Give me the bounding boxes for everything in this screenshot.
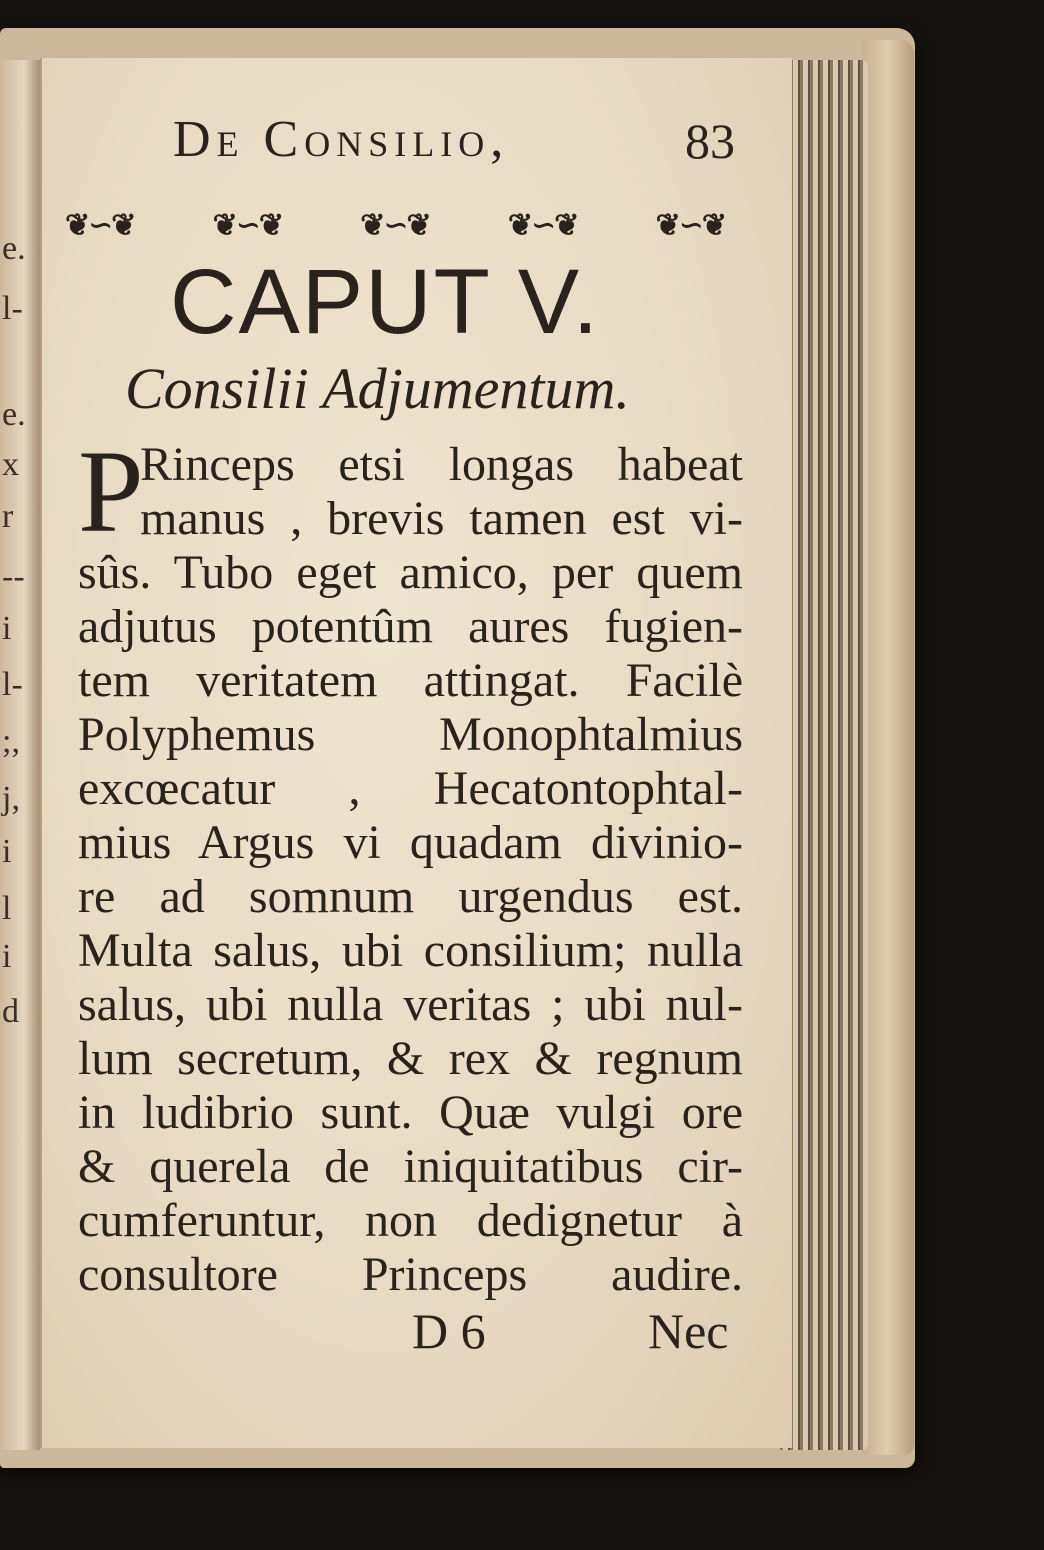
text-line: mius Argus vi quadam divinio- (78, 816, 743, 869)
left-fragment: e. (2, 396, 26, 433)
text-line: cumferuntur, non dedignetur à (78, 1194, 743, 1247)
left-fragment: j, (2, 780, 20, 817)
page-number: 83 (685, 113, 735, 169)
text-line: salus, ubi nulla veritas ; ubi nul- (78, 978, 743, 1031)
left-fragment: l- (2, 666, 23, 703)
left-fragment: l- (2, 290, 23, 327)
text-line: excœcatur , Hecatontophtal- (78, 762, 743, 815)
text-line: sûs. Tubo eget amico, per quem (78, 546, 743, 599)
left-fragment: i (2, 833, 12, 870)
left-fragment: r (2, 498, 14, 535)
left-fragment: -- (2, 558, 25, 595)
ornament: ❦∽❦ (507, 208, 578, 242)
text-line: Polyphemus Monophtalmius (78, 708, 743, 761)
chapter-title: CAPUT V. (170, 251, 601, 353)
left-fragment: ;, (2, 723, 20, 760)
left-fragment: d (2, 993, 19, 1030)
book-cover-edge (862, 40, 914, 1455)
left-page-edge (0, 60, 40, 1450)
ornament: ❦∽❦ (212, 208, 283, 242)
catchword: Nec (648, 1303, 729, 1359)
text-line: adjutus potentûm aures fugien- (78, 600, 743, 653)
chapter-subtitle: Consilii Adjumentum. (125, 356, 630, 421)
text-line: Rinceps etsi longas habeat (140, 438, 743, 491)
left-fragment: i (2, 610, 12, 647)
page-block-edges (780, 60, 868, 1450)
text-line: lum secretum, & rex & regnum (78, 1032, 743, 1085)
text-line: manus , brevis tamen est vi- (140, 492, 743, 545)
ornament: ❦∽❦ (360, 208, 430, 242)
running-head: De Consilio, (173, 111, 510, 168)
left-fragment: e. (2, 230, 26, 267)
ornament-band (65, 205, 725, 245)
text-line: in ludibrio sunt. Quæ vulgi ore (78, 1086, 743, 1139)
signature-mark: D 6 (412, 1303, 486, 1359)
left-fragment: x (2, 446, 19, 483)
left-fragment: l (2, 890, 12, 927)
left-fragment: i (2, 938, 12, 975)
text-line: tem veritatem attingat. Facilè (78, 654, 743, 707)
text-line: Multa salus, ubi consilium; nulla (78, 924, 743, 977)
text-line: re ad somnum urgendus est. (78, 870, 743, 923)
drop-cap: P (78, 426, 144, 557)
ornament: ❦∽❦ (65, 208, 135, 242)
text-line: consultore Princeps audire. (78, 1248, 743, 1301)
page-header (135, 110, 735, 180)
text-line: & querela de iniquitatibus cir- (78, 1140, 743, 1193)
ornament: ❦∽❦ (655, 208, 725, 242)
